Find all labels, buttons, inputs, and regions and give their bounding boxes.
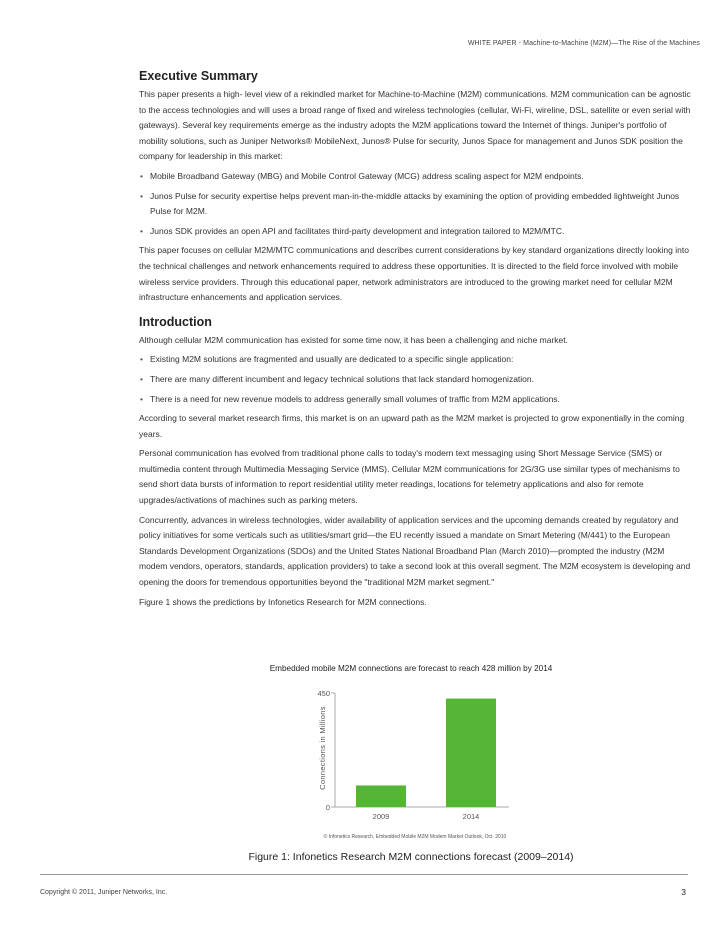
x-tick-label-2014: 2014: [462, 812, 480, 821]
y-axis-label: Connections in Millions: [318, 706, 327, 790]
bar-2009: [356, 785, 406, 807]
chart-source: © Infonetics Research, Embedded Mobile M2M Modem Market Outlook, Oct. 2010: [323, 834, 507, 840]
list-item: • Mobile Broadband Gateway (MBG) and Mobile Control Gateway (MCG) address scaling aspect for M2M endpoints.: [139, 169, 691, 185]
footer-divider: [40, 874, 688, 875]
figure-caption: Figure 1: Infonetics Research M2M connections forecast (2009–2014): [248, 851, 574, 863]
intro-paragraph-1: Although cellular M2M communication has existed for some time now, it has been a challenging and niche market.: [139, 334, 569, 345]
intro-paragraph-5: Figure 1 shows the predictions by Infonetics Research for M2M connections.: [139, 596, 427, 607]
intro-bullets: [139, 352, 691, 407]
introduction-heading: Introduction: [139, 314, 212, 329]
list-item: • Junos SDK provides an open API and facilitates third-party development and integration tailored to M2M/MTC.: [139, 224, 691, 240]
exec-summary-paragraph-2: This paper focuses on cellular M2M/MTC communications and describes current considerations by key standard organizations directly looking into the technical challenges and network enhancements required to address these opportunities. It is directed to the field force involved with mobile wireless service providers. Through this educational paper, network administrators are introduced to the growing market need for cellular M2M infrastructure enhancements and application services.: [139, 245, 689, 303]
main-content: [139, 69, 691, 614]
exec-summary-heading: Executive Summary: [139, 69, 258, 83]
bar-2014: [446, 699, 496, 807]
y-tick-label-min: 0: [325, 803, 330, 812]
exec-summary-paragraph-1: This paper presents a high- level view of a rekindled market for Machine-to-Machine (M2M) communications. M2M communication can be agnostic to the access technologies and will uses a broad range of fixed and wireless technologies (cellular, Wi-Fi, wireline, DSL, satellite or even serial with gateways). Several key requirements emerge as the industry adopts the M2M applications toward the Internet of things. Juniper's portfolio of mobility solutions, such as Juniper Networks® MobileNext, Junos® Pulse for security, Junos Space for management and Junos SDK position the company for leadership in this market:: [139, 89, 691, 162]
exec-summary-bullets: [139, 169, 691, 239]
footer-copyright: Copyright © 2011, Juniper Networks, Inc.: [40, 889, 168, 896]
y-tick-label-max: 450: [317, 689, 330, 698]
intro-paragraph-2: According to several market research firms, this market is on an upward path as the M2M market is projected to grow exponentially in the coming years.: [139, 413, 685, 439]
list-item: • There are many different incumbent and legacy technical solutions that lack standard homogenization.: [139, 372, 691, 388]
list-item: • Existing M2M solutions are fragmented and usually are dedicated to a specific single application:: [139, 352, 691, 368]
intro-paragraph-3: Personal communication has evolved from traditional phone calls to today's modern text messaging using Short Message Service (SMS) or multimedia content through Multimedia Messaging Service (MMS). Cellular M2M communications for 2G/3G use similar types of mechanisms to send short data bursts of information to report residential utility meter readings, locations for telemetry applications and also for remote upgrades/activations of machines such as parking meters.: [139, 448, 680, 506]
page-header: WHITE PAPER - Machine-to-Machine (M2M)—The Rise of the Machines: [467, 40, 700, 47]
page-number: 3: [681, 887, 686, 897]
x-tick-label-2009: 2009: [372, 812, 390, 821]
list-item: • Junos Pulse for security expertise helps prevent man-in-the-middle attacks by examining the option of providing embedded lightweight Junos Pulse for M2M.: [139, 189, 691, 220]
list-item: • There is a need for new revenue models to address generally small volumes of traffic from M2M applications.: [139, 392, 691, 408]
intro-paragraph-4: Concurrently, advances in wireless technologies, wider availability of application services and the upcoming demands created by regulatory and policy initiatives for some verticals such as utilities/smart grid—the EU recently issued a mandate on Smart Metering (M/441) to the European Standards Development Organizations (SDOs) and the United States National Broadband Plan (March 2010)—prompted the industry (M2M modem vendors, operators, standards, application providers) to take a second look at this overall segment. The M2M ecosystem is developing and opening the doors for tremendous opportunities beyond the "traditional M2M market segment.": [139, 514, 691, 588]
chart-title: Embedded mobile M2M connections are forecast to reach 428 million by 2014: [269, 664, 553, 673]
